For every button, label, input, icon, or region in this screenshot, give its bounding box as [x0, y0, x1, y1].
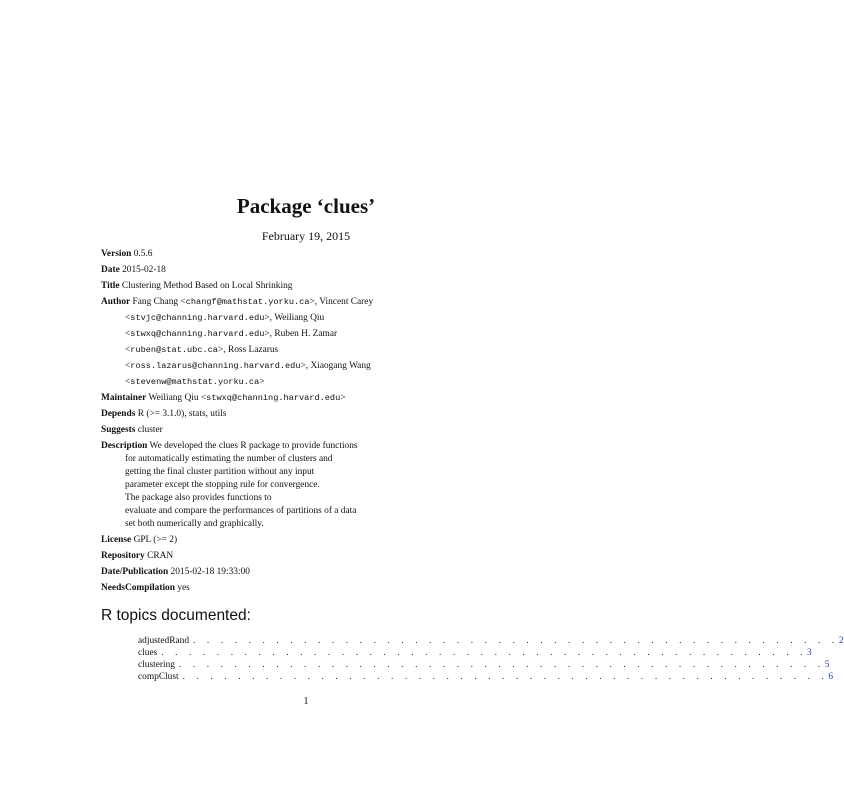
email-link[interactable]: changf@mathstat.yorku.ca	[185, 297, 310, 307]
toc-entry-name[interactable]: clustering	[138, 660, 175, 670]
description-line: for automatically estimating the number of clusters and	[125, 454, 333, 464]
toc-leader-dots: . . . . . . . . . . . . . . . . . . . . . . . . . . . . . . . . . . . . . . . . . . . . . . .	[193, 636, 839, 646]
field-key: License	[101, 535, 132, 545]
toc-leader-dots: . . . . . . . . . . . . . . . . . . . . . . . . . . . . . . . . . . . . . . . . . . . . . . .	[182, 672, 829, 682]
field-value: Clustering Method Based on Local Shrinking	[121, 281, 293, 291]
description-line: We developed the clues R package to provide functions	[149, 441, 358, 451]
field-needs-compilation	[101, 582, 521, 595]
description-line: evaluate and compare the performances of partitions of a data	[125, 506, 357, 516]
toc-leader-dots: . . . . . . . . . . . . . . . . . . . . . . . . . . . . . . . . . . . . . . . . . . . . . . .	[161, 648, 808, 658]
toc-entry-name[interactable]: adjustedRand	[138, 636, 190, 646]
field-key: Depends	[101, 409, 136, 419]
field-value: R (>= 3.1.0), stats, utils	[137, 409, 227, 419]
email-link[interactable]: stvjc@channing.harvard.edu	[130, 313, 265, 323]
field-value: CRAN	[147, 551, 174, 561]
field-title	[101, 280, 521, 293]
field-value: GPL (>= 2)	[133, 535, 178, 545]
toc-page-link[interactable]: 3	[807, 648, 812, 658]
toc-leader-dots: . . . . . . . . . . . . . . . . . . . . . . . . . . . . . . . . . . . . . . . . . . . . . . .	[178, 660, 825, 670]
toc-page-link[interactable]: 2	[838, 636, 844, 646]
table-of-contents	[138, 635, 844, 683]
author-line: Fang Chang <changf@mathstat.yorku.ca>, Vincent Carey	[132, 297, 374, 307]
field-key: Suggests	[101, 425, 136, 435]
toc-entry[interactable]	[138, 659, 830, 671]
field-version	[101, 248, 521, 261]
field-key: Version	[101, 249, 132, 259]
field-key: Author	[101, 297, 131, 307]
field-value: yes	[177, 583, 190, 593]
page-number: 1	[303, 696, 309, 707]
email-link[interactable]: ross.lazarus@channing.harvard.edu	[130, 361, 301, 371]
email-link[interactable]: ruben@stat.ubc.ca	[130, 345, 218, 355]
field-depends	[101, 408, 521, 421]
description-line: The package also provides functions to	[125, 493, 272, 503]
email-link[interactable]: stevenw@mathstat.yorku.ca	[130, 377, 260, 387]
description-line: parameter except the stopping rule for convergence.	[125, 480, 320, 490]
author-line: <ruben@stat.ubc.ca>, Ross Lazarus	[125, 345, 279, 355]
field-license	[101, 534, 521, 547]
field-key: Title	[101, 281, 120, 291]
field-key: Maintainer	[101, 393, 147, 403]
description-line: set both numerically and graphically.	[125, 519, 264, 529]
author-line: <stwxq@channing.harvard.edu>, Ruben H. Zamar	[125, 329, 338, 339]
email-link[interactable]: stwxq@channing.harvard.edu	[130, 329, 265, 339]
toc-entry[interactable]	[138, 635, 844, 647]
field-key: NeedsCompilation	[101, 583, 175, 593]
field-suggests	[101, 424, 521, 437]
author-line: <ross.lazarus@channing.harvard.edu>, Xiaogang Wang	[125, 361, 371, 371]
field-date-publication	[101, 566, 521, 579]
author-line: <stevenw@mathstat.yorku.ca>	[125, 377, 265, 387]
package-date: February 19, 2015	[261, 229, 351, 243]
field-value: cluster	[137, 425, 163, 435]
toc-entry[interactable]	[138, 671, 834, 683]
toc-heading: R topics documented:	[101, 607, 251, 624]
description-line: getting the final cluster partition without any input	[125, 467, 315, 477]
author-line: <stvjc@channing.harvard.edu>, Weiliang Qiu	[125, 313, 325, 323]
package-title: Package ‘clues’	[236, 194, 376, 218]
field-author	[101, 296, 521, 389]
field-description	[101, 440, 521, 531]
description-fields	[101, 248, 521, 595]
field-value: 2015-02-18 19:33:00	[170, 567, 250, 577]
field-value: 2015-02-18	[122, 265, 166, 275]
field-maintainer: Maintainer Weiliang Qiu <stwxq@channing.harvard.edu>	[101, 393, 346, 403]
field-date	[101, 264, 521, 277]
toc-entry-name[interactable]: clues	[138, 648, 158, 658]
field-value: 0.5.6	[133, 249, 153, 259]
email-link[interactable]: stwxq@channing.harvard.edu	[206, 393, 341, 403]
toc-page-link[interactable]: 6	[828, 672, 834, 682]
field-key: Repository	[101, 551, 145, 561]
toc-entry[interactable]	[138, 647, 812, 659]
field-key: Date/Publication	[101, 567, 169, 577]
field-repository	[101, 550, 521, 563]
toc-entry-name[interactable]: compClust	[138, 672, 179, 682]
toc-page-link[interactable]: 5	[824, 660, 830, 670]
field-key: Description	[101, 441, 148, 451]
field-key: Date	[101, 265, 120, 275]
